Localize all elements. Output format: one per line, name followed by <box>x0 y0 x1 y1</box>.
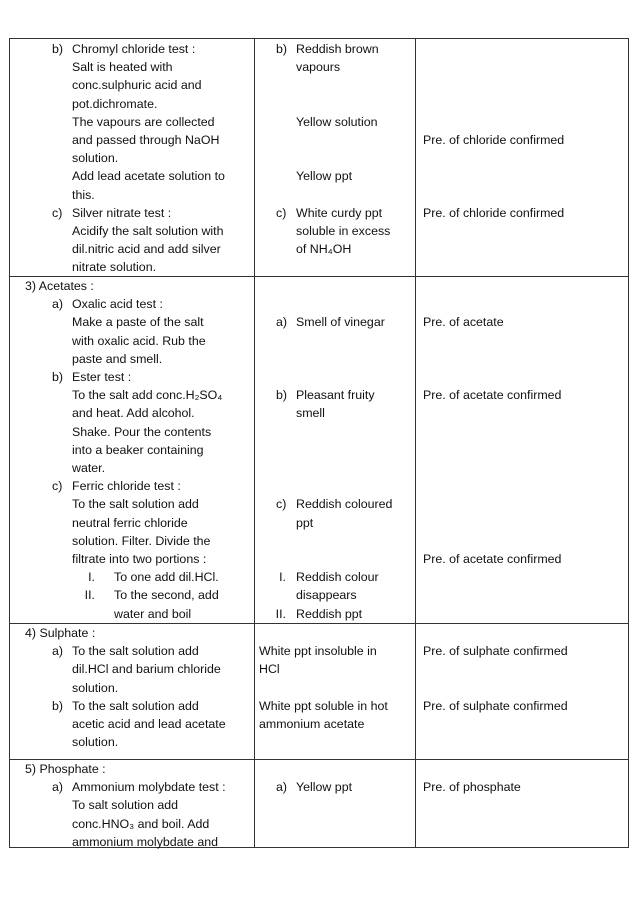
inference-text: Pre. of phosphate <box>423 780 521 795</box>
observation-text: ammonium acetate <box>259 717 365 731</box>
procedure-text: this. <box>72 187 95 202</box>
inference-text: Pre. of acetate <box>423 315 504 330</box>
observation-text: smell <box>296 406 325 421</box>
inference-text: Pre. of acetate confirmed <box>423 552 562 566</box>
row-divider <box>10 276 628 277</box>
procedure-text: and passed through NaOH <box>72 133 220 147</box>
procedure-text: dil.HCl and barium chloride <box>72 662 221 677</box>
procedure-marker: b) <box>52 698 64 713</box>
procedure-text: To the salt add conc.H₂SO₄ <box>72 388 223 403</box>
procedure-text: The vapours are collected <box>72 114 215 129</box>
procedure-marker: a) <box>52 644 64 659</box>
observation-text: Smell of vinegar <box>296 315 385 330</box>
column-divider <box>254 39 255 847</box>
observation-text: Yellow solution <box>296 114 378 129</box>
observation-marker: b) <box>276 388 288 403</box>
inference-text: Pre. of sulphate confirmed <box>423 698 568 713</box>
inference-text: Pre. of chloride confirmed <box>423 133 565 147</box>
observation-text: Pleasant fruity <box>296 388 375 403</box>
observation-text: Reddish brown <box>296 42 379 56</box>
procedure-text: To one add dil.HCl. <box>114 570 219 585</box>
observation-marker: I. <box>279 570 286 585</box>
procedure-text: solution. <box>72 735 119 750</box>
procedure-marker: c) <box>52 205 63 220</box>
procedure-text: neutral ferric chloride <box>72 515 188 530</box>
observation-text: Reddish coloured <box>296 497 393 512</box>
procedure-marker: a) <box>52 780 64 795</box>
procedure-text: into a beaker containing <box>72 442 204 457</box>
observation-marker: c) <box>276 497 287 512</box>
procedure-text: nitrate solution. <box>72 260 157 275</box>
observation-text: of NH₄OH <box>296 242 352 257</box>
procedure-text: Silver nitrate test : <box>72 205 172 220</box>
observation-marker: a) <box>276 780 288 795</box>
procedure-marker: I. <box>88 570 95 585</box>
procedure-marker: b) <box>52 42 64 56</box>
procedure-marker: a) <box>52 297 64 312</box>
observation-marker: b) <box>276 42 288 56</box>
row-divider <box>10 623 628 624</box>
observation-marker: II. <box>275 606 286 621</box>
observation-text: HCl <box>259 662 280 677</box>
procedure-text: conc.HNO₃ and boil. Add <box>72 816 210 831</box>
observation-marker: c) <box>276 205 287 220</box>
row-divider <box>10 759 628 760</box>
observation-text: Reddish ppt <box>296 606 363 621</box>
procedure-marker: c) <box>52 479 63 494</box>
procedure-text: conc.sulphuric acid and <box>72 78 202 93</box>
column-divider <box>415 39 416 847</box>
observation-text: soluble in excess <box>296 224 391 238</box>
observation-text: White ppt insoluble in <box>259 644 377 659</box>
observation-text: vapours <box>296 60 341 75</box>
procedure-text: Salt is heated with <box>72 60 173 75</box>
procedure-text: pot.dichromate. <box>72 96 158 111</box>
procedure-marker: II. <box>84 588 95 603</box>
procedure-text: Acidify the salt solution with <box>72 224 224 238</box>
procedure-text: acetic acid and lead acetate <box>72 717 226 731</box>
inference-text: Pre. of sulphate confirmed <box>423 644 568 659</box>
procedure-text: Add lead acetate solution to <box>72 169 225 184</box>
procedure-text: To the salt solution add <box>72 698 199 713</box>
observation-text: Yellow ppt <box>296 169 353 184</box>
inference-text: Pre. of chloride confirmed <box>423 205 565 220</box>
section-heading: 5) Phosphate : <box>25 762 106 776</box>
observation-text: ppt <box>296 515 314 530</box>
section-heading: 4) Sulphate : <box>25 626 96 640</box>
procedure-text: To the salt solution add <box>72 644 199 659</box>
observation-text: White curdy ppt <box>296 205 383 220</box>
observation-text: White ppt soluble in hot <box>259 698 388 713</box>
procedure-text: and heat. Add alcohol. <box>72 406 195 421</box>
inference-text: Pre. of acetate confirmed <box>423 388 562 403</box>
procedure-text: with oxalic acid. Rub the <box>72 333 206 348</box>
procedure-text: To the salt solution add <box>72 497 199 512</box>
procedure-text: dil.nitric acid and add silver <box>72 242 221 257</box>
procedure-text: Ferric chloride test : <box>72 479 181 494</box>
procedure-text: solution. <box>72 680 119 695</box>
procedure-text: paste and smell. <box>72 351 163 366</box>
results-table <box>9 38 629 848</box>
procedure-text: solution. Filter. Divide the <box>72 533 211 548</box>
procedure-text: water and boil <box>114 606 192 621</box>
procedure-text: Oxalic acid test : <box>72 297 163 312</box>
observation-text: Yellow ppt <box>296 780 353 795</box>
procedure-text: Ammonium molybdate test : <box>72 780 226 795</box>
procedure-text: filtrate into two portions : <box>72 552 207 566</box>
procedure-text: solution. <box>72 151 119 166</box>
observation-marker: a) <box>276 315 288 330</box>
procedure-marker: b) <box>52 370 64 384</box>
procedure-text: To salt solution add <box>72 798 179 813</box>
procedure-text: To the second, add <box>114 588 219 603</box>
observation-text: Reddish colour <box>296 570 379 585</box>
section-heading: 3) Acetates : <box>25 279 94 293</box>
procedure-text: Make a paste of the salt <box>72 315 204 330</box>
procedure-text: ammonium molybdate and <box>72 834 219 849</box>
procedure-text: Chromyl chloride test : <box>72 42 196 56</box>
observation-text: disappears <box>296 588 357 603</box>
procedure-text: water. <box>72 461 106 475</box>
procedure-text: Shake. Pour the contents <box>72 424 212 439</box>
procedure-text: Ester test : <box>72 370 132 384</box>
